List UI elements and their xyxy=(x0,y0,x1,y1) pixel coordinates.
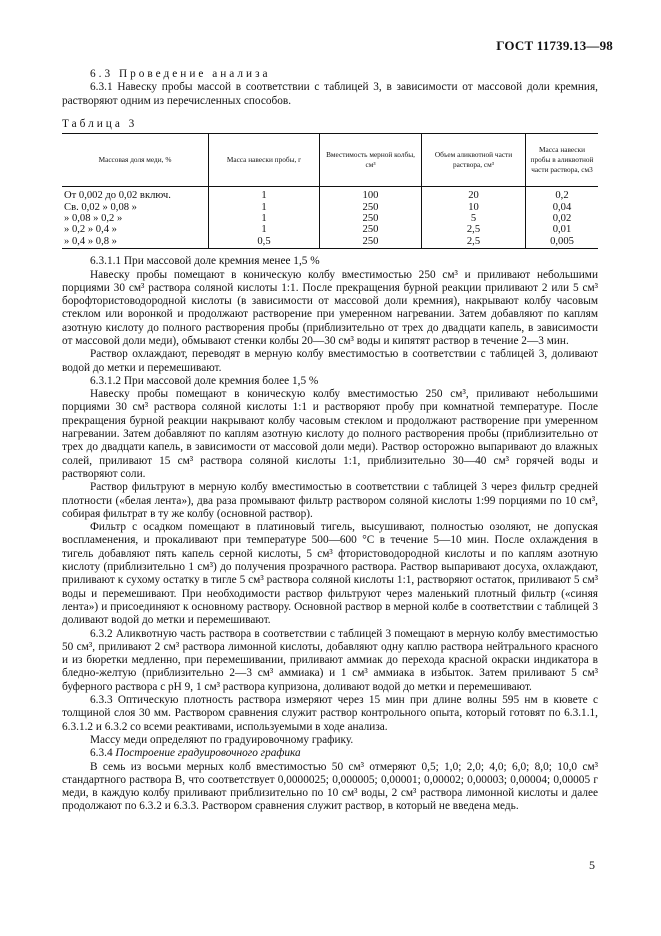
paragraph-6-3-2: 6.3.2 Аликвотную часть раствора в соответствии с таблицей 3 помещают в мерную колбу вместимостью 50 см³, приливают 2 см³ раствора лимонной кислоты, добавляют одну каплю раствора нейтрального красного и из бюретки медленно, при перемешивании, приливают аммиак до перехода красной окраски индикатора в бледно-желтую (приблизительно 2—3 см³ аммиака) и 1 см³ аммиака в избыток. Затем приливают 5 см³ буферного раствора с рН 9, 1 см³ раствора купризона, доливают водой до метки и перемешивают. xyxy=(62,627,598,693)
table-row xyxy=(62,202,598,213)
column-header: Объем аликвотной части раствора, см³ xyxy=(422,134,526,187)
table-cell: 10 xyxy=(422,202,526,213)
table-cell: 0,5 xyxy=(209,236,320,249)
table-cell: 5 xyxy=(422,213,526,224)
paragraph: Массу меди определяют по градуировочному графику. xyxy=(90,733,354,746)
section-title xyxy=(62,68,598,81)
table-cell: 100 xyxy=(320,187,422,202)
column-header: Масса навески пробы в аликвотной части раствора, см3 xyxy=(526,134,599,187)
subsection-number: 6.3.4 xyxy=(90,747,113,760)
table-cell: 1 xyxy=(209,187,320,202)
table-cell: 2,5 xyxy=(422,224,526,235)
column-header: Масса навески пробы, г xyxy=(209,134,320,187)
table-header-row xyxy=(62,134,598,187)
table-caption: Таблица 3 xyxy=(62,117,138,130)
table-cell: Св. 0,02 » 0,08 » xyxy=(64,201,137,213)
table-row xyxy=(62,224,598,235)
subsection-6-3-1-1-title: 6.3.1.1 При массовой доле кремния менее 1,5 % xyxy=(90,255,320,268)
paragraph: Фильтр с осадком помещают в платиновый тигель, высушивают, полностью озоляют, не допуская воспламенения, и прокаливают при температуре 500—600 °С в течение 5—10 мин. После охлаждения в тигель добавляют пять капель серной кислоты, 5 см³ фтористоводородной кислоты и по каплям азотную кислоту (приблизительно 1 см³) до получения прозрачного раствора. Раствор выпаривают досуха, охлаждают, приливают к сухому остатку в тигле 5 см³ раствора соляной кислоты 1:1, растворяют остаток, приливают 5 см³ воды и перемешивают. При необходимости раствор фильтруют через маленький плотный фильтр («синяя лента») и присоединяют к основному раствору. Основной раствор в мерной колбе в соответствии с таблицей 3 доливают водой до метки и перемешивают. xyxy=(62,521,598,627)
table-cell: 0,01 xyxy=(526,224,599,235)
paragraph: Раствор охлаждают, переводят в мерную колбу вместимостью в соответствии с таблицей 3, доливают водой до метки и перемешивают. xyxy=(62,348,598,374)
table-cell: » 0,4 » 0,8 » xyxy=(62,236,209,249)
paragraph: Навеску пробы помещают в коническую колбу вместимостью 250 см³ и приливают небольшими порциями 30 см³ раствора соляной кислоты 1:1. После прекращения бурной реакции приливают 2 или 5 см³ борофтористоводородной кислоты (в зависимости от массовой доли кремния), накрывают колбу часовым стеклом или воронкой и продолжают растворение при умеренном нагревании. Затем добавляют по каплям азотную кислоту до полного растворения пробы (приблизительно от трех до двадцати капель, в зависимости от массовой доли меди), обмывают стенки колбы 20—30 см³ воды и кипятят раствор в течение 2—3 мин. xyxy=(62,268,598,347)
paragraph-6-3-3: 6.3.3 Оптическую плотность раствора измеряют через 15 мин при длине волны 595 нм в кювете с толщиной слоя 30 мм. Раствором сравнения служит раствор контрольного опыта, который готовят по 6.3.1.1, 6.3.1.2 и 6.3.2 со всеми реактивами, используемыми в ходе анализа. xyxy=(62,694,598,733)
table-cell: 250 xyxy=(320,236,422,249)
page-number: 5 xyxy=(589,858,595,872)
table-cell: » 0,2 » 0,4 » xyxy=(64,224,117,236)
paragraph: Навеску пробы помещают в коническую колбу вместимостью 250 см³, приливают небольшими порциями 30 см³ раствора соляной кислоты 1:1 и растворяют пробу при комнатной температуре. После прекращения бурной реакции накрывают колбу часовым стеклом и продолжают растворение при умеренном нагревании. Затем добавляют по каплям азотную кислоту до полного растворения пробы (приблизительно от трех до двадцати капель, в зависимости от массовой доли меди). Раствор осторожно выпаривают до влажных солей, приливают 15 см³ раствора соляной кислоты 1:1, приблизительно 30—40 см³ горячей воды и растворяют соли. xyxy=(62,388,598,480)
table-row xyxy=(62,236,598,249)
subsection-6-3-4-title xyxy=(62,747,598,760)
table-cell: 1 xyxy=(209,213,320,224)
paragraph: Раствор фильтруют в мерную колбу вместимостью в соответствии с таблицей 3 через фильтр средней плотности («белая лента»), два раза промывают фильтр раствором соляной кислоты 1:99 порциями по 10 см³, собирая фильтрат в ту же колбу (основной раствор). xyxy=(62,481,598,520)
table-cell: 0,04 xyxy=(526,202,599,213)
table-cell: От 0,002 до 0,02 включ. xyxy=(64,190,171,202)
table-cell: 2,5 xyxy=(422,236,526,249)
subsection-6-3-1-2-title: 6.3.1.2 При массовой доле кремния более 1,5 % xyxy=(90,374,319,387)
table-cell: 20 xyxy=(422,187,526,202)
table-cell: 1 xyxy=(209,224,320,235)
table-cell: 0,02 xyxy=(526,213,599,224)
table-cell: 250 xyxy=(320,213,422,224)
paragraph-6-3-1: 6.3.1 Навеску пробы массой в соответствии с таблицей 3, в зависимости от массовой доли кремния, растворяют одним из перечисленных способов. xyxy=(62,81,598,107)
column-header: Массовая доля меди, % xyxy=(62,134,209,187)
table-row xyxy=(62,213,598,224)
table-cell: » 0,08 » 0,2 » xyxy=(64,213,123,224)
table-cell: 250 xyxy=(320,224,422,235)
table-cell: 250 xyxy=(320,202,422,213)
page-content xyxy=(62,68,598,814)
table-cell: 0,2 xyxy=(526,187,599,202)
document-header: ГОСТ 11739.13—98 xyxy=(496,38,613,53)
subsection-title-italic: Построение градуировочного графика xyxy=(115,747,301,760)
table-row xyxy=(62,187,598,202)
paragraph: В семь из восьми мерных колб вместимостью 50 см³ отмеряют 0,5; 1,0; 2,0; 4,0; 6,0; 8,0; 10,0 см³ стандартного раствора В, что соответствует 0,0000025; 0,000005; 0,00001; 0,00002; 0,00003; 0,00004; 0,00005 г меди, в каждую колбу приливают приблизительно по 10 см³ воды, 2 см³ раствора лимонной кислоты и далее продолжают по 6.3.2 и 6.3.3. Раствором сравнения служит раствор, в который не введена медь. xyxy=(62,760,598,813)
data-table xyxy=(62,133,598,249)
column-header: Вместимость мерной колбы, см³ xyxy=(320,134,422,187)
table-cell: 1 xyxy=(209,202,320,213)
section-title-text: 6.3 Проведение анализа xyxy=(90,68,271,80)
table-cell: 0,005 xyxy=(526,236,599,249)
